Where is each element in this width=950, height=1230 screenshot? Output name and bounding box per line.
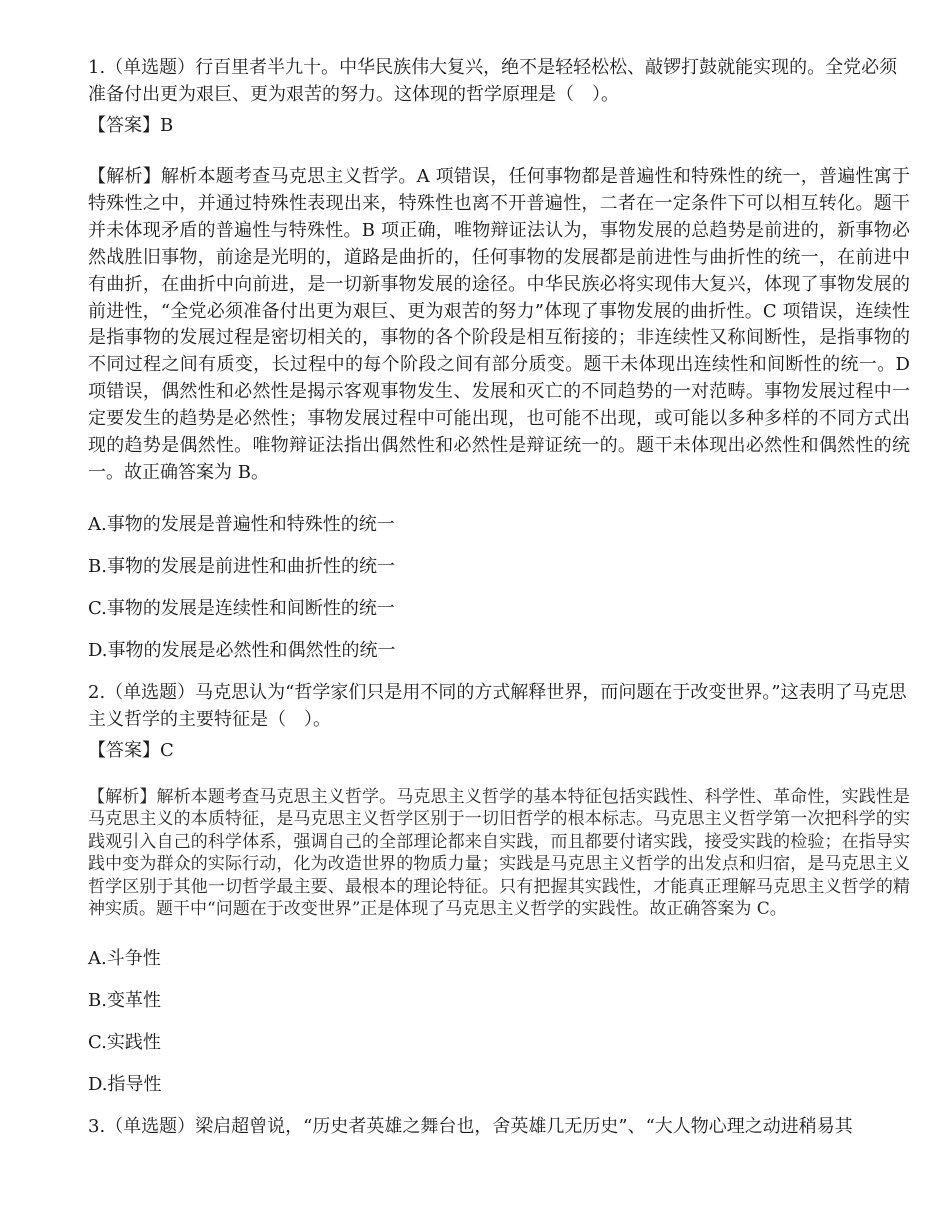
analysis-text: 【解析】解析本题考查马克思主义哲学。A 项错误，任何事物都是普遍性和特殊性的统一，普遍性寓于特殊性之中，并通过特殊性表现出来，特殊性也离不开普遍性，二者在一定条件下可以相互转化。题干并未体现矛盾的普遍性与特殊性。B 项正确，唯物辩证法认为，事物发展的总趋势是前进的，新事物必然战胜旧事物，前途是光明的，道路是曲折的，任何事物的发展都是前进性与曲折性的统一，在前进中有曲折，在曲折中向前进，是一切新事物发展的途径。中华民族必将实现伟大复兴，体现了事物发展的前进性，“全党必须准备付出更为艰巨、更为艰苦的努力”体现了事物发展的曲折性。C 项错误，连续性是指事物的发展过程是密切相关的，事物的各个阶段是相互衔接的；非连续性又称间断性，是指事物的不同过程之间有质变，长过程中的每个阶段之间有部分质变。题干未体现出连续性和间断性的统一。D 项错误，偶然性和必然性是揭示客观事物发生、发展和灭亡的不同趋势的一对范畴。事物发展过程中一定要发生的趋势是必然性；事物发展过程中可能出现，也可能不出现，或可能以多种多样的不同方式出现的趋势是偶然性。唯物辩证法指出偶然性和必然性是辩证统一的。题干未体现出必然性和偶然性的统一。故正确答案为 B。	[88, 166, 910, 483]
option-d: D.事物的发展是必然性和偶然性的统一	[88, 639, 396, 661]
option-c: C.实践性	[88, 1031, 161, 1053]
question-stem: 1.（单选题）行百里者半九十。中华民族伟大复兴，绝不是轻轻松松、敲锣打鼓就能实现的。全党必须准备付出更为艰巨、更为艰苦的努力。这体现的哲学原理是（ ）。	[88, 57, 898, 105]
option-d: D.指导性	[88, 1073, 162, 1095]
option-a: A.事物的发展是普遍性和特殊性的统一	[88, 513, 395, 535]
option-b: B.事物的发展是前进性和曲折性的统一	[88, 555, 395, 577]
question-2	[88, 679, 910, 1098]
analysis-text: 【解析】解析本题考查马克思主义哲学。马克思主义哲学的基本特征包括实践性、科学性、革命性，实践性是马克思主义的本质特征，是马克思主义哲学区别于一切旧哲学的根本标志。马克思主义哲学第一次把科学的实践观引入自己的科学体系，强调自己的全部理论都来自实践，而且都要付诸实践，接受实践的检验；在指导实践中变为群众的实际行动，化为改造世界的物质力量；实践是马克思主义哲学的出发点和归宿，是马克思主义哲学区别于其他一切哲学最主要、最根本的理论特征。只有把握其实践性，才能真正理解马克思主义哲学的精神实质。题干中“问题在于改变世界”正是体现了马克思主义哲学的实践性。故正确答案为 C。	[88, 786, 910, 920]
question-stem: 2.（单选题）马克思认为“哲学家们只是用不同的方式解释世界，而问题在于改变世界。”这表明了马克思主义哲学的主要特征是（ ）。	[88, 681, 907, 730]
option-c: C.事物的发展是连续性和间断性的统一	[88, 597, 395, 619]
option-list	[88, 945, 910, 1098]
question-3	[88, 1113, 910, 1140]
option-a: A.斗争性	[88, 947, 161, 969]
question-stem: 3.（单选题）梁启超曾说，“历史者英雄之舞台也，舍英雄几无历史”、“大人物心理之动进稍易其	[88, 1115, 853, 1137]
answer-label: 【答案】B	[88, 115, 174, 136]
question-1	[88, 54, 910, 664]
document-page	[88, 54, 910, 1140]
option-b: B.变革性	[88, 989, 161, 1011]
answer-label: 【答案】C	[88, 739, 174, 761]
option-list	[88, 511, 910, 664]
